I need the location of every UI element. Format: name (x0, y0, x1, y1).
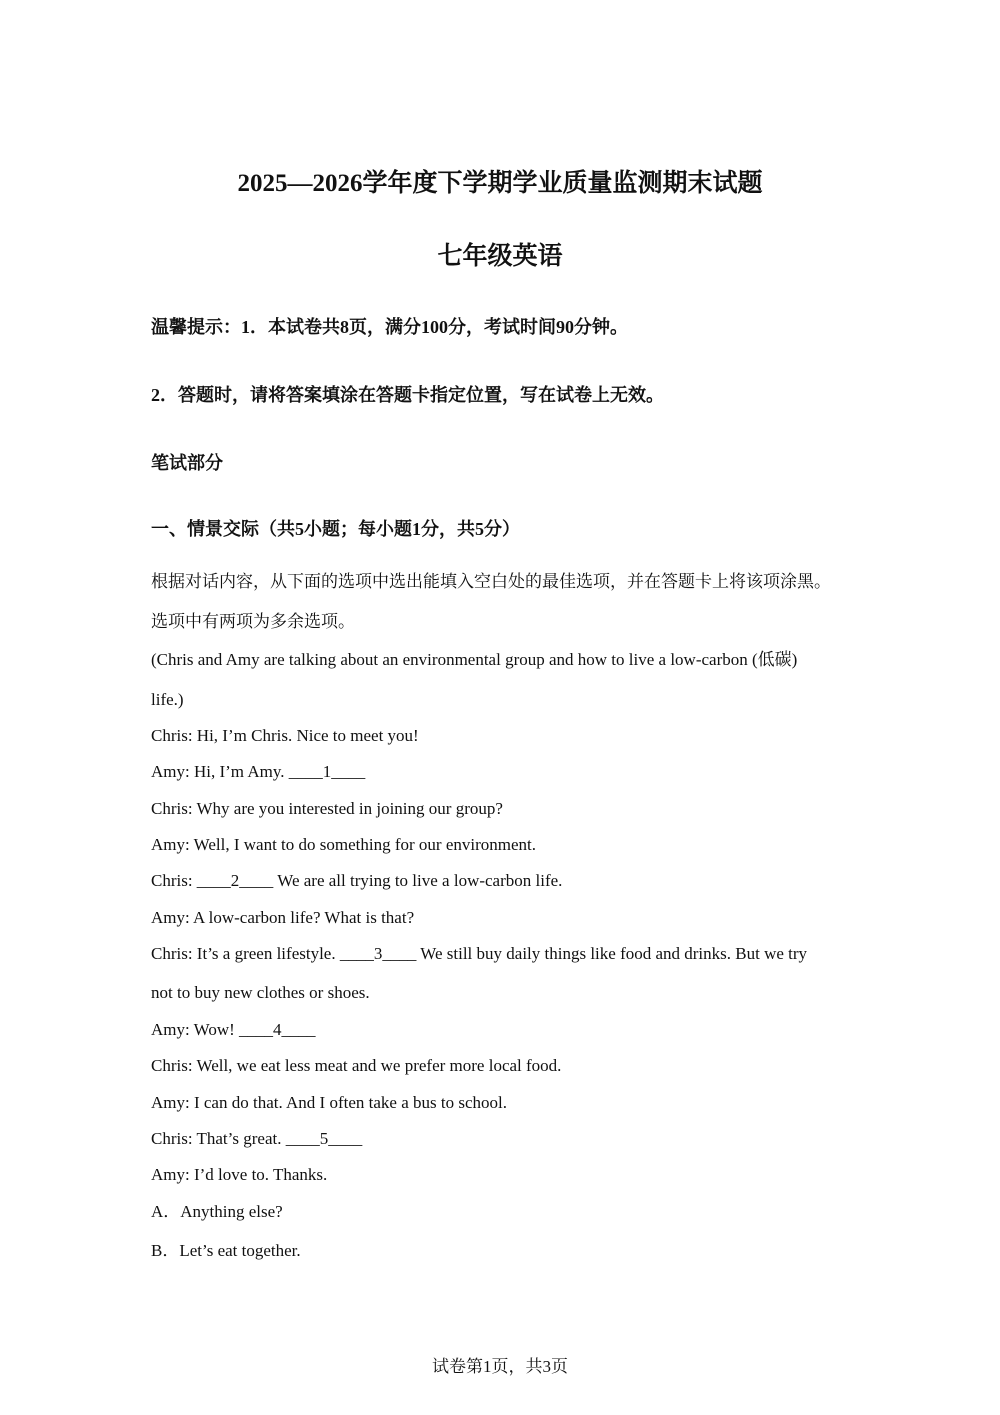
dialogue-line: Chris: That’s great. ____5____ (151, 1129, 363, 1148)
dialogue-line: Amy: Well, I want to do something for our environment. (151, 835, 537, 854)
dialogue-line: Chris: Well, we eat less meat and we prefer more local food. (151, 1056, 562, 1075)
notice-line-1: 温馨提示：1．本试卷共8页，满分100分，考试时间90分钟。 (151, 317, 628, 337)
dialogue-line: Chris: Hi, I’m Chris. Nice to meet you! (151, 726, 419, 745)
notice-line-2: 2．答题时，请将答案填涂在答题卡指定位置，写在试卷上无效。 (151, 385, 664, 405)
dialogue-line: Amy: Hi, I’m Amy. ____1____ (151, 762, 366, 781)
context-line-1: (Chris and Amy are talking about an environmental group and how to live a low-carbon (低碳) (151, 650, 798, 669)
part1-heading: 一、情景交际（共5小题；每小题1分，共5分） (151, 519, 520, 539)
section-label: 笔试部分 (151, 453, 223, 473)
exam-title: 2025—2026学年度下学期学业质量监测期末试题 (237, 170, 763, 197)
dialogue-line: Amy: A low-carbon life? What is that? (151, 908, 415, 927)
option-a: A．Anything else? (151, 1202, 283, 1221)
dialogue-line: not to buy new clothes or shoes. (151, 983, 370, 1002)
dialogue-line: Amy: Wow! ____4____ (151, 1020, 316, 1039)
dialogue-line: Amy: I’d love to. Thanks. (151, 1165, 328, 1184)
dialogue-line: Chris: It’s a green lifestyle. ____3____ We still buy daily things like food and drinks. But we try (151, 944, 808, 963)
instruction-line-2: 选项中有两项为多余选项。 (151, 612, 355, 631)
exam-subtitle: 七年级英语 (437, 243, 563, 270)
dialogue-line: Chris: Why are you interested in joining our group? (151, 799, 503, 818)
instruction-line-1: 根据对话内容，从下面的选项中选出能填入空白处的最佳选项，并在答题卡上将该项涂黑。 (151, 572, 831, 591)
option-b: B．Let’s eat together. (151, 1241, 301, 1260)
dialogue-line: Amy: I can do that. And I often take a bus to school. (151, 1093, 507, 1112)
context-line-2: life.) (151, 690, 184, 709)
dialogue-line: Chris: ____2____ We are all trying to live a low-carbon life. (151, 871, 563, 890)
page-footer: 试卷第1页，共3页 (432, 1357, 568, 1376)
